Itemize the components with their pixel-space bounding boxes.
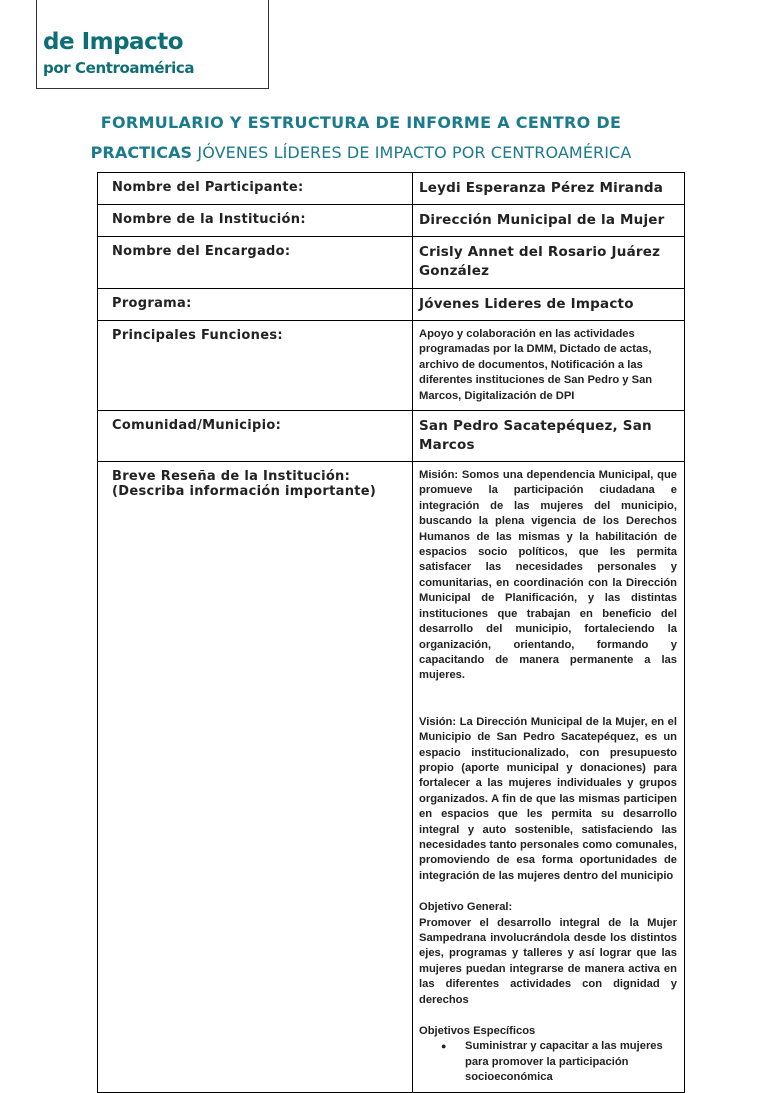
funciones-value: Apoyo y colaboración en las actividades programadas por la DMM, Dictado de actas, archivo de documentos, Notificación a las diferentes instituciones de San Pedro y San Marcos, Digitalización de DPI (413, 321, 685, 411)
encargado-label: Nombre del Encargado: (98, 237, 413, 289)
logo (36, 0, 269, 89)
objetivos-especificos-title: Objetivos Específicos (419, 1025, 536, 1038)
programa-label: Programa: (98, 289, 413, 321)
form-title-line-2 (0, 143, 722, 162)
objetivo-general-title: Objetivo General: (419, 901, 513, 914)
table-row-funciones (98, 321, 685, 411)
institucion-value: Dirección Municipal de la Mujer (413, 205, 685, 237)
comunidad-value: San Pedro Sacatepéquez, San Marcos (413, 411, 685, 462)
table-row-resena (98, 462, 685, 1093)
logo-title: de Impacto (43, 29, 184, 55)
objetivo-general-paragraph: Promover el desarrollo integral de la Mujer Sampedrana involucrándola desde los distintos ejes, programas y talleres y así lograr que las mujeres puedan integrarse de manera activa en las diferentes actividades con dignidad y derechos (419, 916, 677, 1006)
mision-paragraph: Misión: Somos una dependencia Municipal, que promueve la participación ciudadana e integración de las mujeres del municipio, buscando la plena vigencia de los Derechos Humanos de las mismas y la habilitación de espacios socio políticos, que les permita satisfacer las necesidades personales y comunitarias, en coordinación con la Dirección Municipal de Planificación, y las distintas instituciones que trabajan en beneficio del desarrollo del municipio, fortaleciendo la organización, orientando, formando y capacitando de manera permanente a las mujeres. (419, 469, 677, 682)
objetivo-especifico-text: Suministrar y capacitar a las mujeres para promover la participación socioeconómica (465, 1040, 663, 1084)
resena-label: Breve Reseña de la Institución: (Describa información importante) (98, 462, 413, 1093)
form-title-practicas: PRACTICAS (90, 143, 193, 162)
programa-value: Jóvenes Lideres de Impacto (413, 289, 685, 321)
comunidad-label: Comunidad/Municipio: (98, 411, 413, 462)
list-item (419, 1039, 677, 1085)
table-row-institucion (98, 205, 685, 237)
spacer (419, 884, 677, 900)
resena-value (413, 462, 685, 1093)
encargado-value: Crisly Annet del Rosario Juárez González (413, 237, 685, 289)
table-row-participante (98, 173, 685, 205)
spacer (419, 684, 677, 715)
form-title-line-1: FORMULARIO Y ESTRUCTURA DE INFORME A CENTRO DE (100, 113, 622, 132)
institucion-label: Nombre de la Institución: (98, 205, 413, 237)
bullet-icon: ● (441, 1041, 447, 1052)
participante-value: Leydi Esperanza Pérez Miranda (413, 173, 685, 205)
table-row-encargado (98, 237, 685, 289)
table-row-programa (98, 289, 685, 321)
logo-subtitle: por Centroamérica (43, 59, 195, 77)
vision-paragraph: Visión: La Dirección Municipal de la Mujer, en el Municipio de San Pedro Sacatepéquez, es un espacio institucionalizado, con presupuesto propio (aporte municipal y donaciones) para fortalecer a las mujeres individuales y grupos organizados. A fin de que las mismas participen en espacios que les permita su desarrollo integral y auto sostenible, satisfaciendo las necesidades tanto personales como comunales, promoviendo de esa forma oportunidades de integración de las mujeres dentro del municipio (419, 715, 677, 882)
participante-label: Nombre del Participante: (98, 173, 413, 205)
form-title-program: JÓVENES LÍDERES DE IMPACTO POR CENTROAMÉRICA (197, 143, 632, 162)
spacer (419, 1008, 677, 1024)
funciones-label: Principales Funciones: (98, 321, 413, 411)
table-row-comunidad (98, 411, 685, 462)
report-table (97, 172, 685, 1093)
